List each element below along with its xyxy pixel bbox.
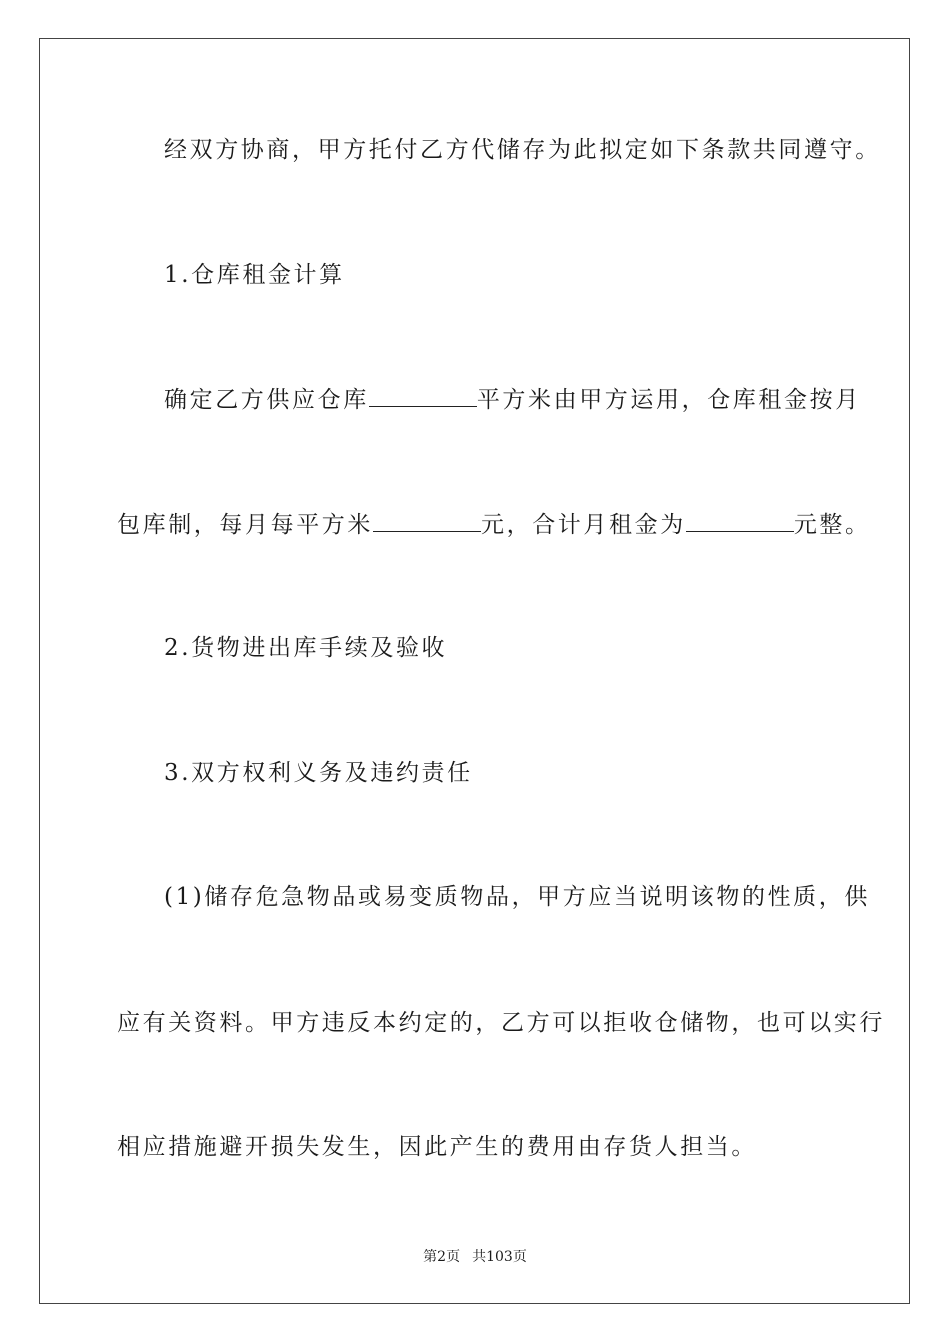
rent-text-1: 确定乙方供应仓库 [164, 387, 369, 413]
page-border [39, 38, 910, 1304]
rent-text-5: 元整。 [793, 512, 871, 538]
paragraph-rent-line2 [117, 510, 871, 540]
paragraph-clause1-line3: 相应措施避开损失发生，因此产生的费用由存货人担当。 [117, 1134, 757, 1160]
unit-price-blank [373, 511, 481, 532]
paragraph-clause1-line1: (1)储存危急物品或易变质物品，甲方应当说明该物的性质，供 [164, 884, 870, 910]
section-heading-rent: 1.仓库租金计算 [164, 262, 345, 288]
paragraph-clause1-line2: 应有关资料。甲方违反本约定的，乙方可以拒收仓储物，也可以实行 [117, 1010, 885, 1036]
section-heading-goods: 2.货物进出库手续及验收 [164, 635, 448, 661]
area-blank [369, 386, 477, 407]
paragraph-rent-line1 [164, 385, 861, 415]
paragraph-intro: 经双方协商，甲方托付乙方代储存为此拟定如下条款共同遵守。 [164, 137, 881, 163]
page-footer [0, 1246, 950, 1266]
rent-text-3: 包库制，每月每平方米 [117, 512, 373, 538]
monthly-rent-blank [686, 511, 794, 532]
page-number: 第2页 [423, 1249, 461, 1265]
page-total: 共103页 [472, 1249, 527, 1265]
section-heading-rights: 3.双方权利义务及违约责任 [164, 760, 473, 786]
rent-text-4: 元，合计月租金为 [481, 512, 686, 538]
rent-text-2: 平方米由甲方运用，仓库租金按月 [476, 387, 861, 413]
